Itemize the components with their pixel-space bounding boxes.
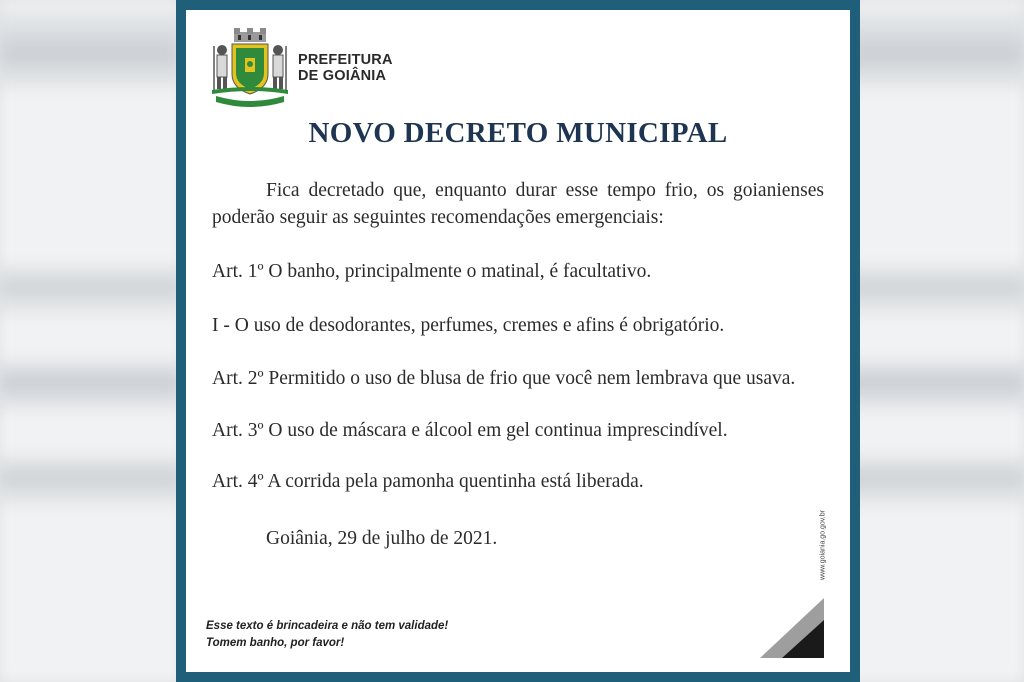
disclaimer-line1: Esse texto é brincadeira e não tem validade!: [206, 620, 449, 632]
poster-content: [186, 10, 850, 672]
coat-of-arms-icon: [208, 28, 292, 108]
org-name: [298, 52, 393, 84]
place-and-date: Goiânia, 29 de julho de 2021.: [266, 528, 498, 549]
background-blur-right: [844, 0, 1024, 682]
background-blur-left: [0, 0, 180, 682]
decree-poster: [176, 0, 860, 682]
side-url-text: www.goiania.go.gov.br: [819, 510, 827, 580]
decree-title: NOVO DECRETO MUNICIPAL: [308, 117, 728, 149]
article-1: Art. 1º O banho, principalmente o matinal, é facultativo.: [212, 261, 652, 282]
decree-intro: Fica decretado que, enquanto durar esse tempo frio, os goianienses poderão seguir as seguintes recomendações emergenciais:: [212, 180, 824, 228]
city-logo: [208, 28, 393, 108]
article-1-item-1: I - O uso de desodorantes, perfumes, cremes e afins é obrigatório.: [212, 315, 725, 336]
corner-decoration-icon: [760, 598, 824, 658]
article-4: Art. 4º A corrida pela pamonha quentinha está liberada.: [212, 471, 644, 492]
side-url: [816, 505, 830, 585]
org-name-line2: DE GOIÂNIA: [298, 68, 387, 84]
org-name-line1: PREFEITURA: [298, 52, 393, 68]
article-3: Art. 3º O uso de máscara e álcool em gel continua imprescindível.: [212, 420, 728, 441]
disclaimer-line2: Tomem banho, por favor!: [206, 637, 345, 649]
disclaimer: [206, 618, 448, 652]
article-2: Art. 2º Permitido o uso de blusa de frio que você nem lembrava que usava.: [212, 368, 796, 389]
